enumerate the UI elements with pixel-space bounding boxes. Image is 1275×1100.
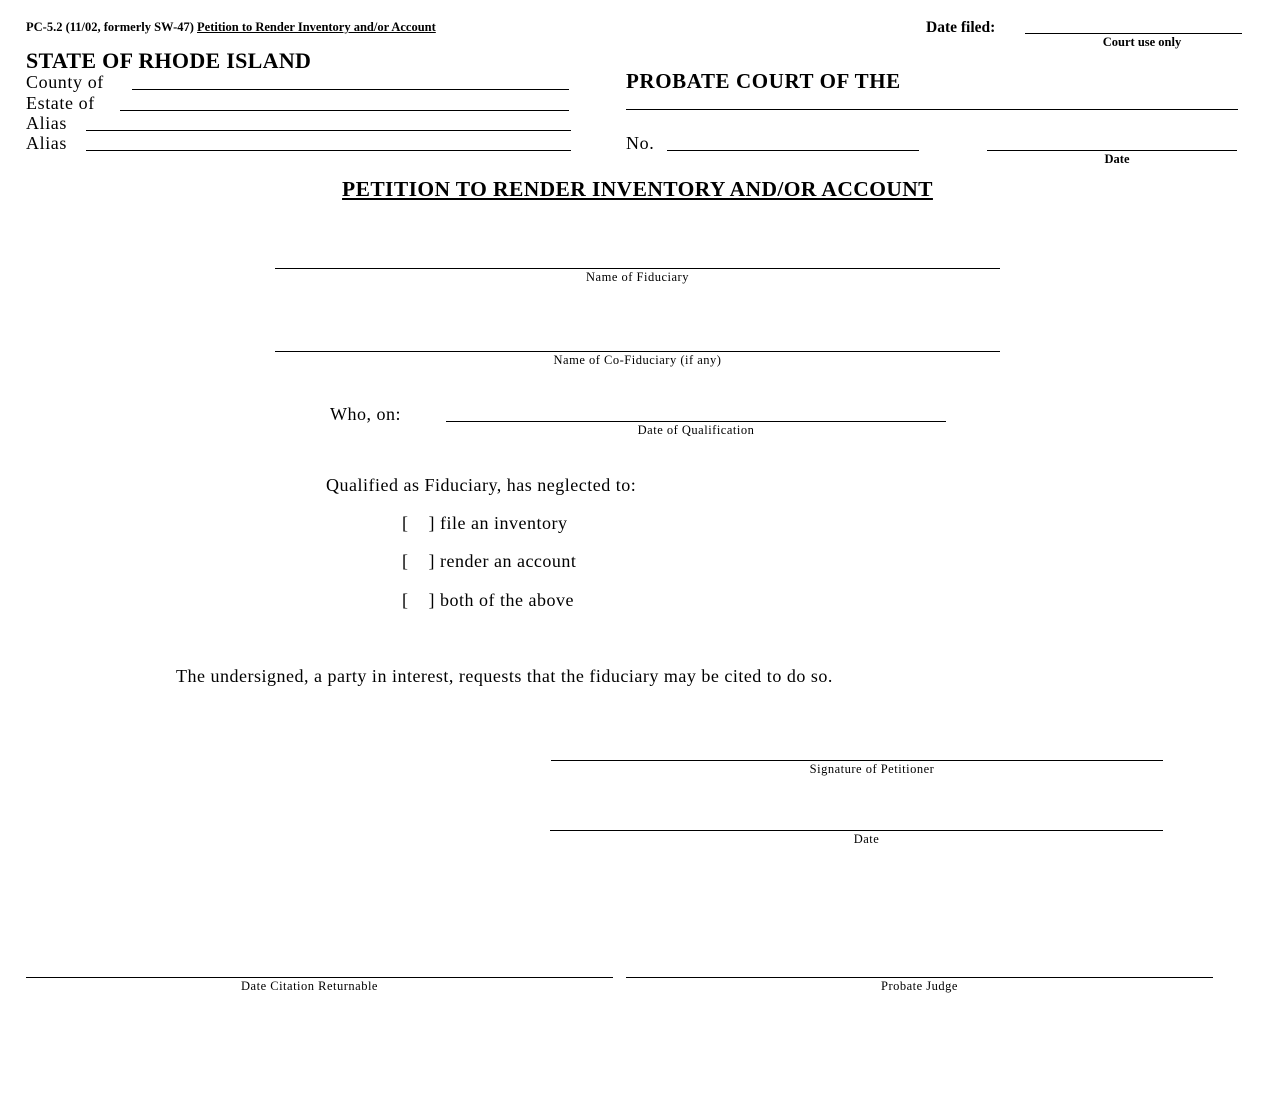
alias-label-1: Alias (26, 113, 67, 133)
qualification-caption: Date of Qualification (637, 423, 755, 437)
fiduciary-line[interactable] (275, 268, 1000, 269)
case-date-line[interactable] (987, 150, 1237, 151)
cofiduciary-caption: Name of Co-Fiduciary (if any) (553, 353, 722, 367)
checkbox-render-account[interactable]: [ ] (402, 551, 435, 571)
fiduciary-caption: Name of Fiduciary (586, 270, 689, 284)
alias-label-2: Alias (26, 133, 67, 153)
form-title: Petition to Render Inventory and/or Account (197, 20, 436, 34)
alias-line-1[interactable] (86, 130, 571, 131)
petitioner-date-caption: Date (853, 832, 880, 846)
who-on-label: Who, on: (330, 404, 401, 424)
alias-line-2[interactable] (86, 150, 571, 151)
option-both[interactable] (402, 590, 574, 611)
option-file-inventory[interactable] (402, 513, 567, 534)
estate-line[interactable] (120, 110, 569, 111)
cofiduciary-line[interactable] (275, 351, 1000, 352)
number-label: No. (626, 133, 655, 153)
court-use-only: Court use only (1102, 35, 1182, 49)
number-line[interactable] (667, 150, 919, 151)
case-date-caption: Date (1104, 152, 1130, 166)
probate-judge-line[interactable] (626, 977, 1213, 978)
option-label: file an inventory (440, 513, 568, 533)
option-label: render an account (440, 551, 577, 571)
request-statement: The undersigned, a party in interest, requests that the fiduciary may be cited to do so. (176, 666, 833, 686)
county-label: County of (26, 72, 104, 92)
document-title: PETITION TO RENDER INVENTORY AND/OR ACCOUNT (342, 177, 933, 201)
estate-label: Estate of (26, 93, 95, 113)
neglect-intro: Qualified as Fiduciary, has neglected to: (326, 475, 637, 495)
citation-returnable-line[interactable] (26, 977, 613, 978)
form-header (26, 20, 436, 35)
state-heading: STATE OF RHODE ISLAND (26, 48, 312, 73)
probate-court-label: PROBATE COURT OF THE (626, 69, 901, 93)
petitioner-signature-line[interactable] (551, 760, 1163, 761)
county-line[interactable] (132, 89, 569, 90)
date-filed-line[interactable] (1025, 33, 1242, 34)
petitioner-date-line[interactable] (550, 830, 1163, 831)
probate-judge-caption: Probate Judge (881, 979, 958, 993)
citation-returnable-caption: Date Citation Returnable (241, 979, 378, 993)
date-filed-label: Date filed: (926, 19, 996, 36)
form-code: PC-5.2 (11/02, formerly SW-47) (26, 20, 194, 34)
checkbox-both[interactable]: [ ] (402, 590, 435, 610)
option-render-account[interactable] (402, 551, 576, 572)
checkbox-file-inventory[interactable]: [ ] (402, 513, 435, 533)
probate-court-line[interactable] (626, 109, 1238, 110)
option-label: both of the above (440, 590, 574, 610)
petitioner-signature-caption: Signature of Petitioner (809, 762, 935, 776)
qualification-date-line[interactable] (446, 421, 946, 422)
